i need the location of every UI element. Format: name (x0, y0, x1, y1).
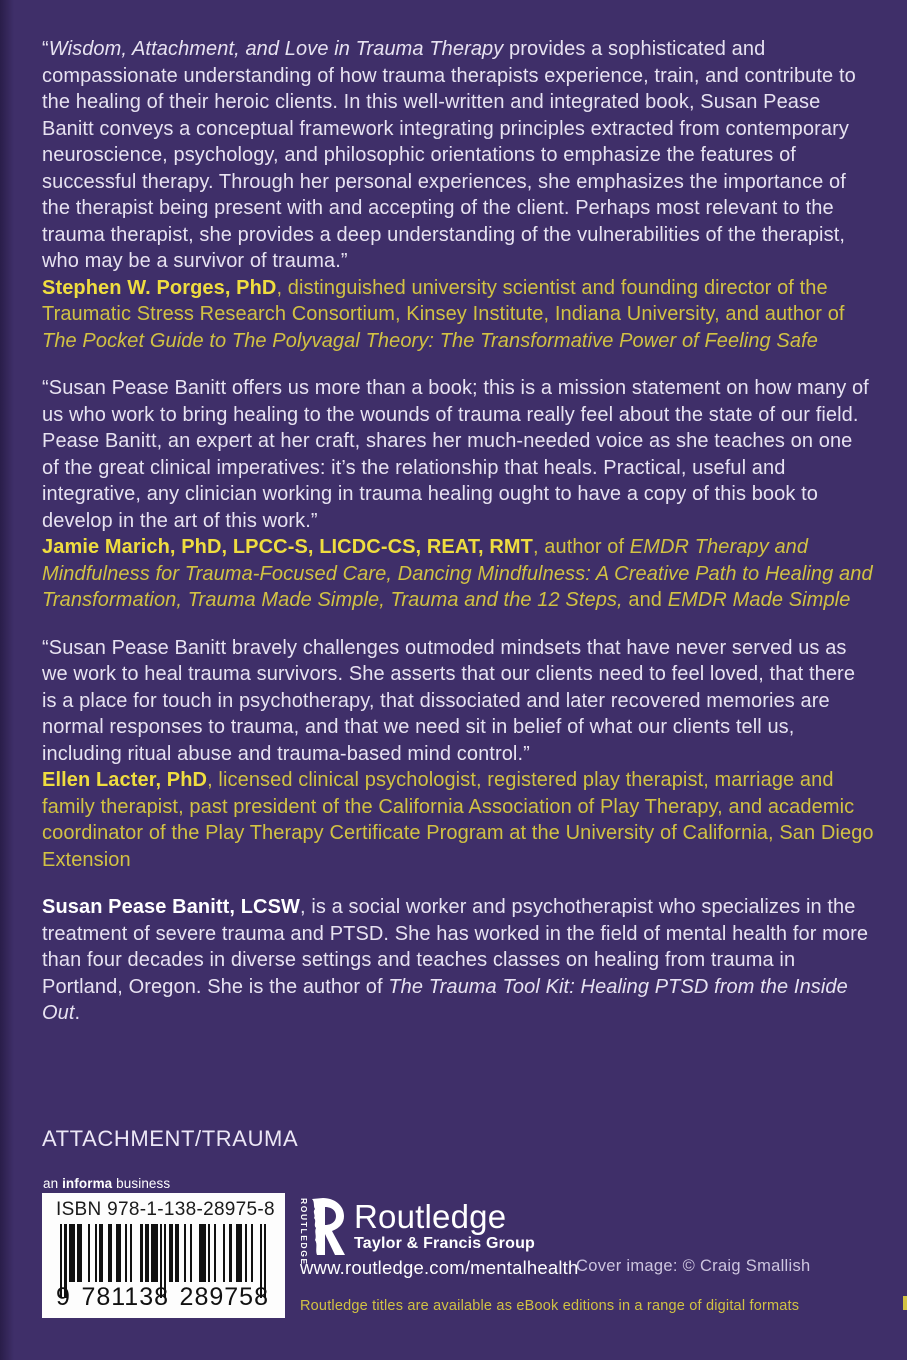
ebook-availability-note: Routledge titles are available as eBook editions in a range of digital formats (300, 1298, 800, 1314)
endorser-works-italic: EMDR Made Simple (667, 589, 851, 611)
endorser-name: Stephen W. Porges, PhD (42, 276, 277, 299)
author-name: Susan Pease Banitt, LCSW (42, 896, 301, 918)
publisher-logo (299, 1198, 536, 1266)
cover-image-credit: Cover image: © Craig Smallish (576, 1257, 811, 1275)
endorser-credentials: , author of (532, 536, 630, 558)
informa-pre: an (43, 1176, 63, 1191)
routledge-r-icon (309, 1198, 345, 1256)
publisher-url: www.routledge.com/mentalhealth (300, 1257, 579, 1278)
informa-business-line (43, 1176, 170, 1191)
book-title-italic: Wisdom, Attachment, and Love in Trauma Therapy (48, 38, 504, 60)
endorsement-2-quote (42, 375, 874, 534)
bio-body: , is a social worker and psychotherapist who specializes in the treatment of severe trauma and PTSD. She has worked in the field of mental health for more than four decades in diverse settings and teaches classes on healing from trauma in Portland, Oregon. She is the author of (42, 896, 869, 998)
endorser-works-italic: EMDR Therapy and Mindfulness for Trauma-Focused Care, Dancing Mindfulness: A Creative Path to Healing and Transformation, Trauma Made Simple, Trauma and the 12 Steps, (42, 536, 873, 611)
endorsement-2 (42, 375, 874, 614)
barcode-bars (56, 1224, 271, 1282)
informa-post: business (112, 1176, 171, 1191)
endorsement-3-attribution (42, 767, 874, 873)
barcode-digits: 9 781138 289758 (56, 1283, 269, 1311)
publisher-wordmark (354, 1198, 535, 1256)
endorsement-3 (42, 635, 874, 874)
author-work-italic: The Trauma Tool Kit: Healing PTSD from the Inside Out (42, 975, 848, 1024)
quote-body: provides a sophisticated and compassionate understanding of how trauma therapists experience, train, and contribute to the healing of their heroic clients. In this well-written and integrated book, Susan Pease Banitt conveys a conceptual framework integrating principles extracted from contemporary neuroscience, psychology, and philosophic orientations to emphasize the features of successful therapy. Through her personal experiences, she emphasizes the importance of the therapist being present with and accepting of the client. Perhaps most relevant to the trauma therapist, she provides a deep understanding of the vulnerabilities of the therapist, who may be a survivor of trauma.” (42, 38, 856, 272)
edge-mark (903, 1296, 907, 1310)
endorser-credentials: , distinguished university scientist and founding director of the Traumatic Stress Research Consortium, Kinsey Institute, Indiana University, and author of (42, 276, 845, 325)
endorser-name: Jamie Marich, PhD, LPCC-S, LICDC-CS, REAT, RMT (42, 536, 533, 558)
quote-body: “Susan Pease Banitt offers us more than a book; this is a mission statement on how many of us who work to bring healing to the wounds of trauma really feel about the state of our field. Pease Banitt, an expert at her craft, shares her much-needed voice as she teaches on one of the great clinical imperatives: it’s the relationship that heals. Practical, useful and integrative, any clinician working in trauma healing ought to have a copy of this book to develop in the art of this work.” (42, 377, 869, 532)
endorsements-section (42, 36, 874, 1048)
publisher-group: Taylor & Francis Group (354, 1235, 536, 1252)
endorser-credentials: and (622, 589, 668, 611)
quote-open: “ (42, 38, 49, 60)
endorsement-2-attribution (42, 534, 874, 614)
bio-period: . (74, 1002, 81, 1024)
endorsement-3-quote (42, 635, 874, 768)
endorsement-1-attribution (42, 275, 874, 355)
endorser-name: Ellen Lacter, PhD (42, 769, 208, 791)
endorser-works-italic: The Pocket Guide to The Polyvagal Theory: The Transformative Power of Feeling Safe (42, 329, 818, 352)
author-bio (42, 894, 874, 1027)
author-bio-text (42, 894, 874, 1027)
routledge-vertical-text: ROUTLEDGE (299, 1198, 309, 1266)
category-label: ATTACHMENT/TRAUMA (42, 1126, 299, 1151)
endorsement-1-quote (42, 36, 874, 275)
endorsement-1 (42, 36, 874, 354)
publisher-name: Routledge (354, 1198, 507, 1235)
informa-brand: informa (62, 1176, 113, 1191)
quote-body: “Susan Pease Banitt bravely challenges outmoded mindsets that have never served us as we work to heal trauma survivors. She asserts that our clients need to feel loved, that there is a place for touch in psychotherapy, that dissociated and later recovered memories are normal responses to trauma, and that we need sit in belief of what our clients tell us, including ritual abuse and trauma-based mind control.” (42, 636, 856, 765)
endorser-credentials: , licensed clinical psychologist, registered play therapist, marriage and family therapist, past president of the California Association of Play Therapy, and academic coordinator of the Play Therapy Certificate Program at the University of California, San Diego Extension (42, 769, 874, 871)
isbn-barcode (42, 1193, 285, 1318)
isbn-label: ISBN 978-1-138-28975-8 (56, 1199, 275, 1220)
